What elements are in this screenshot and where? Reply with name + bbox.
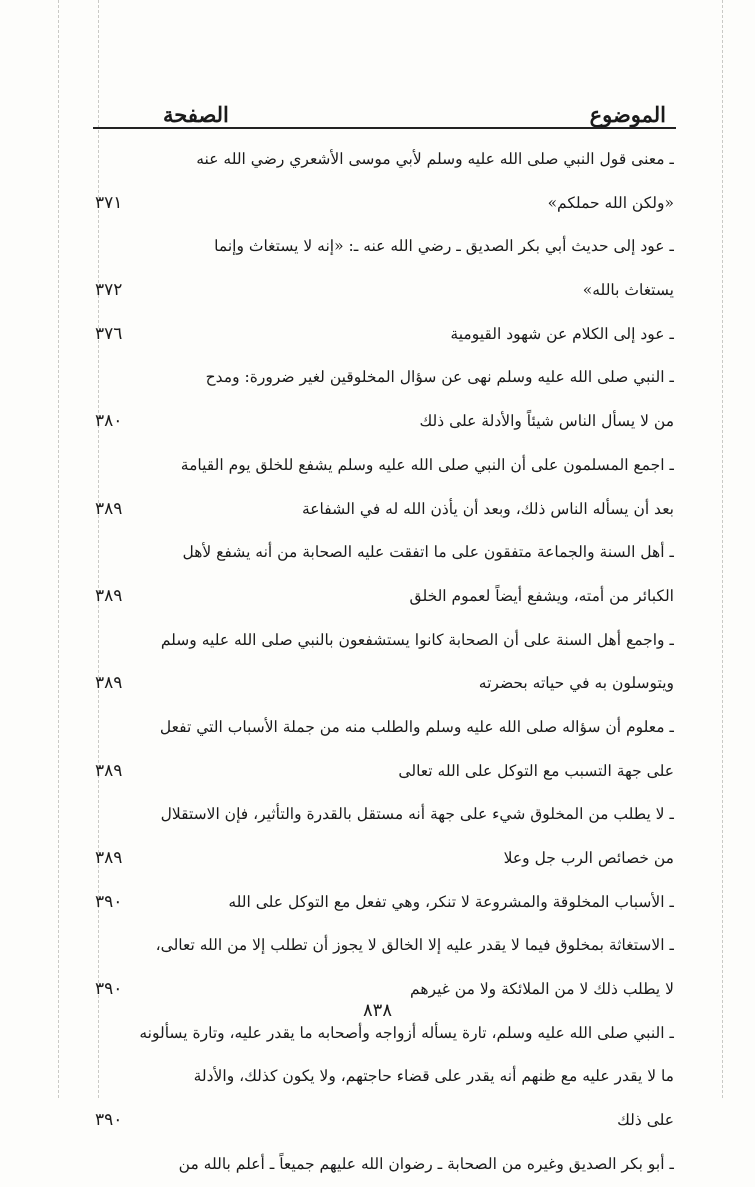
toc-line-page: ٣٧٦ (95, 323, 123, 344)
toc-line-page: ٣٨٠ (95, 411, 123, 432)
toc-line-text: ما لا يقدر عليه مع ظنهم أنه يقدر على قضاء حاجتهم، ولا يكون كذلك، والأدلة (193, 1067, 674, 1086)
toc-line (93, 881, 676, 925)
toc-line (93, 575, 676, 619)
scan-edge-line-left (58, 0, 59, 1098)
toc-line-text: ـ واجمع أهل السنة على أن الصحابة كانوا يستشفعون بالنبي صلى الله عليه وسلم (160, 630, 674, 649)
toc-line (93, 225, 676, 269)
toc-line-page: ٣٩٠ (95, 979, 123, 1000)
toc-line (93, 662, 676, 706)
toc-line-text: ـ اجمع المسلمون على أن النبي صلى الله عليه وسلم يشفع للخلق يوم القيامة (180, 455, 674, 474)
toc-line (93, 924, 676, 968)
toc-line (93, 444, 676, 488)
toc-line-text: على جهة التسبب مع التوكل على الله تعالى (398, 761, 674, 780)
header-rule (93, 127, 676, 129)
toc-line (93, 793, 676, 837)
toc-line-text: ـ أبو بكر الصديق وغيره من الصحابة ـ رضوان الله عليهم جميعاً ـ أعلم بالله من (178, 1154, 674, 1173)
toc-line-text: من خصائص الرب جل وعلا (503, 849, 674, 867)
toc-line-text: يستغاث بالله» (582, 281, 674, 300)
toc-line-text: على ذلك (617, 1111, 674, 1130)
topic-column-heading: الموضوع (589, 102, 666, 127)
toc-line-page: ٣٧٢ (95, 280, 123, 301)
toc-line-page: ٣٨٩ (95, 760, 123, 781)
toc-line-text: ـ عود إلى الكلام عن شهود القيومية (450, 324, 674, 343)
toc-line (93, 138, 676, 182)
toc-line (93, 1143, 676, 1187)
toc-line-page: ٣٧١ (95, 192, 123, 213)
toc-line (93, 313, 676, 357)
page-number: ٨٣٨ (362, 1000, 392, 1021)
toc-line-page: ٣٨٩ (95, 673, 123, 694)
page-column-heading: الصفحة (163, 102, 229, 127)
toc-line (93, 619, 676, 663)
toc-line-text: ـ أهل السنة والجماعة متفقون على ما اتفقت عليه الصحابة من أنه يشفع لأهل (182, 543, 674, 562)
toc-line (93, 269, 676, 313)
toc-line (93, 182, 676, 226)
toc-line (93, 1099, 676, 1143)
toc-entries (93, 138, 676, 1187)
toc-line (93, 706, 676, 750)
toc-line (93, 837, 676, 881)
toc-line-page: ٣٩٠ (95, 891, 123, 912)
toc-line-text: «ولكن الله حملكم» (547, 193, 674, 212)
toc-line-text: ـ معلوم أن سؤاله صلى الله عليه وسلم والطلب منه من جملة الأسباب التي تفعل (159, 717, 674, 736)
toc-line-text: ـ عود إلى حديث أبي بكر الصديق ـ رضي الله عنه ـ: «إنه لا يستغاث وإنما (214, 237, 674, 256)
toc-line (93, 531, 676, 575)
toc-line-text: بعد أن يسأله الناس ذلك، وبعد أن يأذن الله له في الشفاعة (302, 499, 674, 518)
toc-line-text: من لا يسأل الناس شيئاً والأدلة على ذلك (419, 412, 674, 431)
toc-line-text: ويتوسلون به في حياته بحضرته (478, 674, 674, 693)
toc-line (93, 356, 676, 400)
toc-line-text: لا يطلب ذلك لا من الملائكة ولا من غيرهم (410, 980, 674, 999)
toc-line-text: ـ الأسباب المخلوقة والمشروعة لا تنكر، وهي تفعل مع التوكل على الله (228, 892, 674, 911)
toc-line-page: ٣٩٠ (95, 1110, 123, 1131)
toc-line-text: ـ لا يطلب من المخلوق شيء على جهة أنه مستقل بالقدرة والتأثير، فإن الاستقلال (160, 805, 674, 824)
toc-line (93, 750, 676, 794)
toc-line (93, 400, 676, 444)
table-of-contents-header (93, 100, 676, 130)
toc-line-text: ـ النبي صلى الله عليه وسلم، تارة يسأله أزواجه وأصحابه ما يقدر عليه، وتارة يسألونه (139, 1023, 674, 1042)
scan-edge-line-right (722, 0, 723, 1098)
toc-line-page: ٣٨٩ (95, 585, 123, 606)
toc-line-page: ٣٨٩ (95, 498, 123, 519)
toc-line-page: ٣٨٩ (95, 848, 123, 868)
toc-line-text: ـ معنى قول النبي صلى الله عليه وسلم لأبي موسى الأشعري رضي الله عنه (196, 150, 674, 168)
toc-line (93, 1055, 676, 1099)
toc-line-text: الكبائر من أمته، ويشفع أيضاً لعموم الخلق (409, 586, 674, 605)
toc-line-text: ـ النبي صلى الله عليه وسلم نهى عن سؤال المخلوقين لغير ضرورة: ومدح (205, 368, 674, 387)
toc-line-text: ـ الاستغاثة بمخلوق فيما لا يقدر عليه إلا الخالق لا يجوز أن تطلب إلا من الله تعالى، (155, 936, 674, 955)
toc-line (93, 488, 676, 532)
